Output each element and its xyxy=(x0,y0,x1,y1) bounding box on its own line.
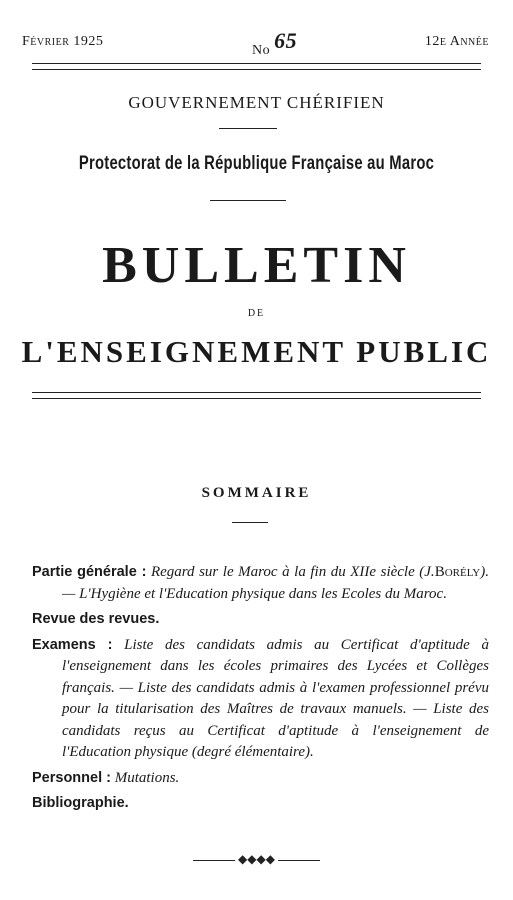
issue-number xyxy=(252,28,298,60)
ornament-dash-right xyxy=(278,860,320,861)
closing-ornament xyxy=(0,852,513,867)
toc-label: Personnel : xyxy=(32,769,111,786)
bulletin-de: DE xyxy=(247,308,266,319)
ornament-dash-left xyxy=(193,860,235,861)
toc-label: Revue des revues. xyxy=(32,611,160,627)
title-double-rule xyxy=(32,392,481,399)
bulletin-subtitle: L'ENSEIGNEMENT PUBLIC xyxy=(21,334,492,369)
toc-label: Examens : xyxy=(32,636,113,653)
toc-entry-revue-des-revues xyxy=(32,609,489,631)
toc-description: Mutations. xyxy=(114,769,180,786)
government-heading: GOUVERNEMENT CHÉRIFIEN xyxy=(128,93,385,112)
issue-number-value: 65 xyxy=(274,28,298,53)
bulletin-title: BULLETIN xyxy=(102,237,411,294)
rule-under-protectorate xyxy=(210,200,286,201)
rule-under-sommaire xyxy=(232,522,268,523)
toc-entry-partie-generale xyxy=(32,562,489,605)
toc-entry-personnel xyxy=(32,768,489,790)
rule-under-government xyxy=(219,128,277,129)
issue-date: Février 1925 xyxy=(22,34,104,49)
sommaire-heading: SOMMAIRE xyxy=(201,485,312,501)
table-of-contents xyxy=(32,562,489,819)
toc-author: Borély xyxy=(434,564,481,580)
masthead xyxy=(22,28,489,58)
toc-label: Bibliographie. xyxy=(32,795,129,811)
issue-number-prefix: No xyxy=(252,43,271,58)
toc-description: Liste des candidats admis au Certificat d'aptitude à l'enseignement dans les écoles primaires des Lycées et Collèges français. — Liste des candidats admis à l'examen professionnel prévu pour la titularisation des Maîtres de travaux manuels. — Liste des candidats reçus au Certificat d'aptitude à l'enseignement de l'Education physique (degré élémentaire). xyxy=(62,636,489,760)
protectorate-heading: Protectorat de la République Française au Maroc xyxy=(78,153,435,174)
issue-year: 12e Année xyxy=(424,34,489,49)
toc-label: Partie générale : xyxy=(32,564,147,580)
toc-entry-examens xyxy=(32,635,489,764)
toc-description-cont: ). — L'Hygiène et l'Education physique dans les Ecoles du Maroc. xyxy=(62,564,490,602)
header-double-rule xyxy=(32,63,481,70)
ornament-diamonds: ◆◆◆◆ xyxy=(238,852,275,866)
toc-entry-bibliographie xyxy=(32,793,489,815)
toc-description: Regard sur le Maroc à la fin du XIIe siècle (J. xyxy=(150,564,435,580)
